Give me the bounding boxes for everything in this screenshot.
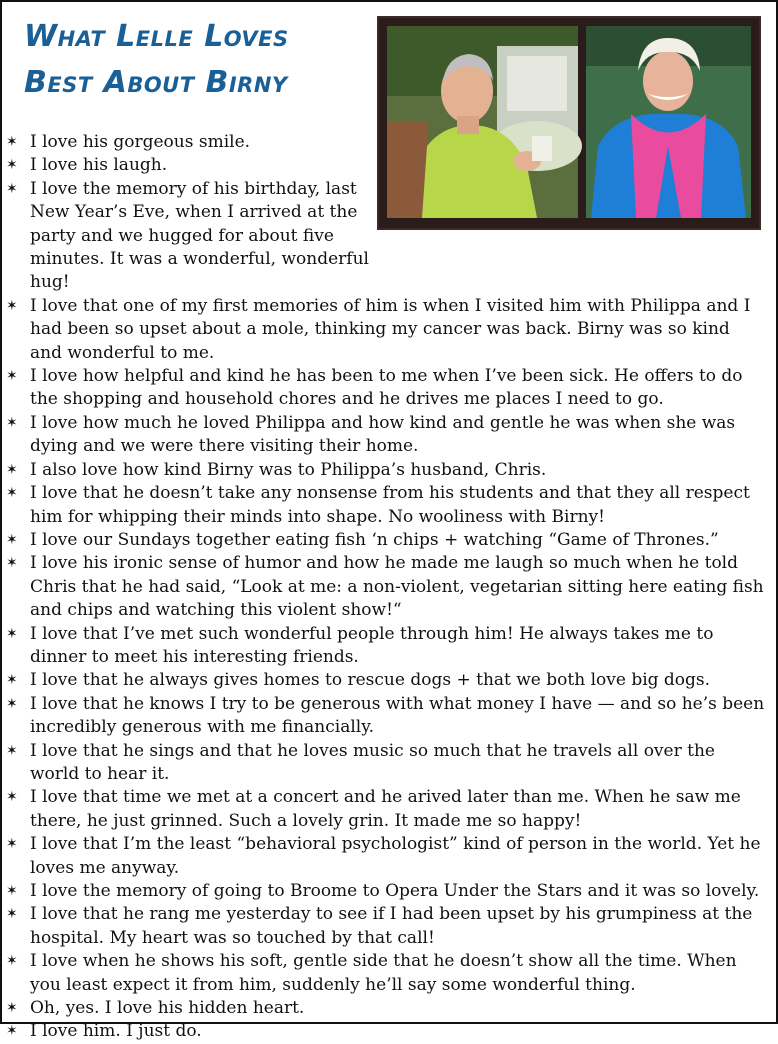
list-item: ✶ I love that he sings and that he loves music so much that he travels all over the world to hear it.: [6, 740, 715, 784]
star-bullet-icon: ✶: [6, 414, 18, 431]
list-item: ✶ I love that he doesn’t take any nonsense from his students and that they all respect him for whipping their minds into shape. No wooliness with Birny!: [6, 483, 750, 527]
title-line-1: What Lelle Loves: [24, 19, 289, 54]
title-line-2: Best About Birny: [24, 65, 288, 100]
list-item: ✶ I also love how kind Birny was to Philippa’s husband, Chris.: [6, 459, 766, 482]
list-item: ✶ I love the memory of going to Broome to Opera Under the Stars and it was so lovely.: [6, 880, 766, 903]
star-bullet-icon: ✶: [6, 625, 18, 642]
star-bullet-icon: ✶: [6, 180, 18, 197]
star-bullet-icon: ✶: [6, 742, 18, 759]
star-bullet-icon: ✶: [6, 297, 18, 314]
star-bullet-icon: ✶: [6, 485, 18, 502]
star-bullet-icon: ✶: [6, 531, 18, 548]
list-item: ✶ I love that he always gives homes to rescue dogs + that we both love big dogs.: [6, 669, 766, 692]
list-item: ✶ I love how helpful and kind he has been to me when I’ve been sick. He offers to do the shopping and household chores and he drives me places I need to go.: [6, 366, 743, 410]
star-bullet-icon: ✶: [6, 157, 18, 174]
star-bullet-icon: ✶: [6, 134, 18, 150]
list-item: ✶ I love that time we met at a concert and he arived later than me. When he saw me there, he just grinned. Such a lovely grin. It made me so happy!: [6, 787, 741, 831]
star-bullet-icon: ✶: [6, 555, 18, 572]
list-item: ✶ I love how much he loved Philippa and how kind and gentle he was when she was dying and we were there visiting their home.: [6, 412, 736, 457]
list-item: ✶ I love our Sundays together eating fish ‘n chips + watching “Game of Thrones.”: [6, 529, 766, 552]
star-bullet-icon: ✶: [6, 695, 18, 712]
list-item: ✶ I love that one of my first memories of him is when I visited him with Philippa and I had been so upset about a mole, thinking my cancer was back. Birny was so kind and wonderful to me.: [6, 295, 751, 363]
list-item: ✶ I love that he knows I try to be generous with what money I have — and so he’s been incredibly generous with me financially.: [6, 693, 765, 738]
page-title: [24, 14, 364, 106]
list-item: ✶ Oh, yes. I love his hidden heart.: [6, 997, 766, 1020]
star-bullet-icon: ✶: [6, 1023, 18, 1040]
star-bullet-icon: ✶: [6, 953, 18, 970]
list-item: ✶ I love that he rang me yesterday to see if I had been upset by his grumpiness at the hospital. My heart was so touched by that call!: [6, 904, 753, 948]
star-bullet-icon: ✶: [6, 672, 18, 689]
star-bullet-icon: ✶: [6, 906, 18, 923]
star-bullet-icon: ✶: [6, 461, 18, 478]
list-item: ✶ I love that I’m the least “behavioral psychologist” kind of person in the world. Yet he loves me anyway.: [6, 834, 761, 878]
star-bullet-icon: ✶: [6, 789, 18, 806]
list-item: ✶ I love that I’ve met such wonderful people through him! He always takes me to dinner to meet his interesting friends.: [6, 623, 714, 667]
list-item: ✶ I love his gorgeous smile.: [6, 131, 766, 154]
list-item: ✶ I love him. I just do.: [6, 1020, 766, 1043]
star-bullet-icon: ✶: [6, 836, 18, 853]
list-item: ✶ I love his laugh.: [6, 154, 766, 177]
list-item: ✶ I love the memory of his birthday, last New Year’s Eve, when I arrived at the party and we hugged for about five minutes. It was a wonderful, wonderful hug!: [6, 178, 369, 293]
list-item: ✶ I love his ironic sense of humor and how he made me laugh so much when he told Chris that he had said, “Look at me: a non-violent, vegetarian sitting here eating fish and chips and watching this violent show!“: [6, 553, 764, 621]
star-bullet-icon: ✶: [6, 368, 18, 385]
list-item: ✶ I love when he shows his soft, gentle side that he doesn’t show all the time. When you least expect it from him, suddenly he’ll say some wonderful thing.: [6, 951, 737, 995]
loves-list: [6, 131, 766, 1044]
star-bullet-icon: ✶: [6, 1000, 18, 1017]
star-bullet-icon: ✶: [6, 883, 18, 899]
